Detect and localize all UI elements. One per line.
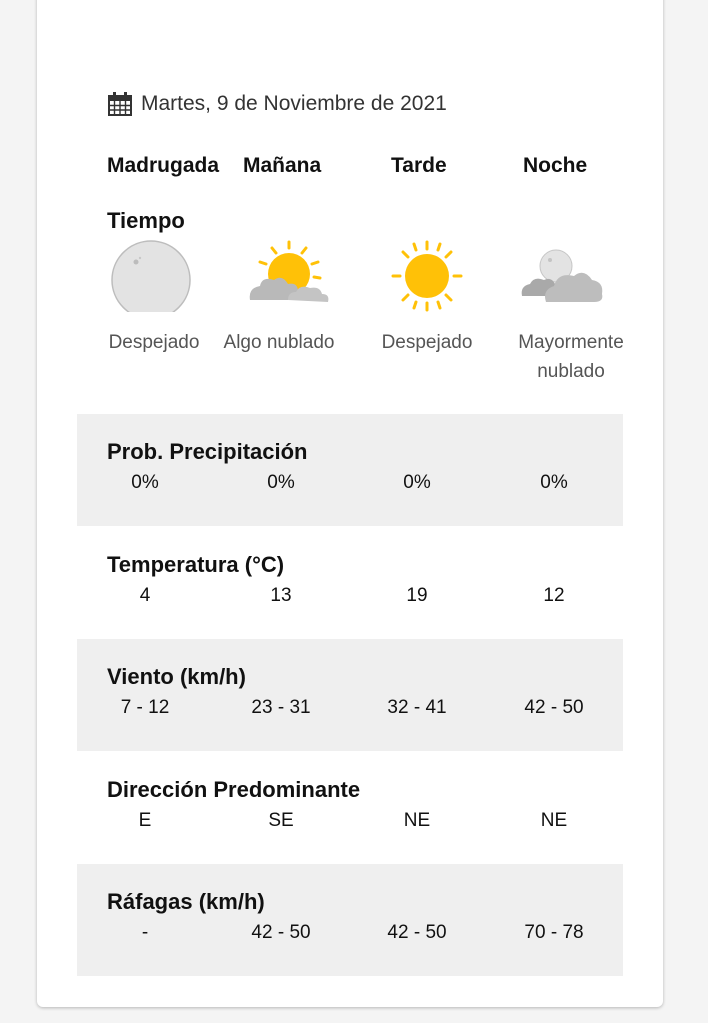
period-madrugada: Madrugada — [107, 154, 220, 177]
value-cell: NE — [540, 810, 568, 831]
value-cell: 42 - 50 — [387, 922, 447, 943]
value-cell: 0% — [540, 472, 568, 493]
value-cell: - — [141, 922, 149, 943]
sun-cloud-icon — [244, 240, 334, 312]
value-cell: 70 - 78 — [524, 922, 584, 943]
date-label: Martes, 9 de Noviembre de 2021 — [141, 92, 447, 115]
value-cell: E — [138, 810, 152, 831]
row-title-precipitation: Prob. Precipitación — [107, 439, 308, 464]
period-noche: Noche — [523, 154, 588, 177]
value-cell: 12 — [543, 585, 565, 606]
value-cell: 42 - 50 — [251, 922, 311, 943]
row-values-gusts — [0, 922, 708, 948]
value-cell: 42 - 50 — [524, 697, 584, 718]
value-cell: 7 - 12 — [120, 697, 170, 718]
weather-desc-tarde: Despejado — [381, 332, 473, 353]
period-tarde: Tarde — [391, 154, 447, 177]
value-cell: 4 — [139, 585, 151, 606]
calendar-icon — [107, 91, 133, 117]
weather-desc-madrugada: Despejado — [108, 332, 200, 353]
row-values-temperature — [0, 585, 708, 611]
weather-desc-manana: Algo nublado — [223, 332, 335, 353]
date-header — [107, 88, 447, 120]
row-title-wind: Viento (km/h) — [107, 664, 246, 689]
value-cell: 32 - 41 — [387, 697, 447, 718]
value-cell: 13 — [270, 585, 292, 606]
weather-desc-noche: Mayormente nublado — [518, 332, 624, 382]
value-cell: 0% — [267, 472, 295, 493]
row-title-gusts: Ráfagas (km/h) — [107, 889, 265, 914]
row-title-temperature: Temperatura (°C) — [107, 552, 285, 577]
row-title-direction: Dirección Predominante — [107, 777, 361, 802]
value-cell: 19 — [406, 585, 428, 606]
row-values-wind — [0, 697, 708, 723]
band-precipitation — [77, 414, 623, 526]
period-headers — [0, 154, 708, 182]
band-gusts — [77, 864, 623, 976]
period-manana: Mañana — [243, 154, 322, 177]
sun-icon — [382, 240, 472, 312]
band-wind — [77, 639, 623, 751]
value-cell: 23 - 31 — [251, 697, 311, 718]
moon-clear-icon — [106, 240, 196, 312]
value-cell: 0% — [131, 472, 159, 493]
moon-cloud-icon — [518, 240, 608, 312]
row-values-direction — [0, 810, 708, 836]
weather-title: Tiempo — [107, 208, 185, 233]
value-cell: SE — [268, 810, 294, 831]
value-cell: 0% — [403, 472, 431, 493]
value-cell: NE — [403, 810, 431, 831]
row-values-precipitation — [0, 472, 708, 498]
